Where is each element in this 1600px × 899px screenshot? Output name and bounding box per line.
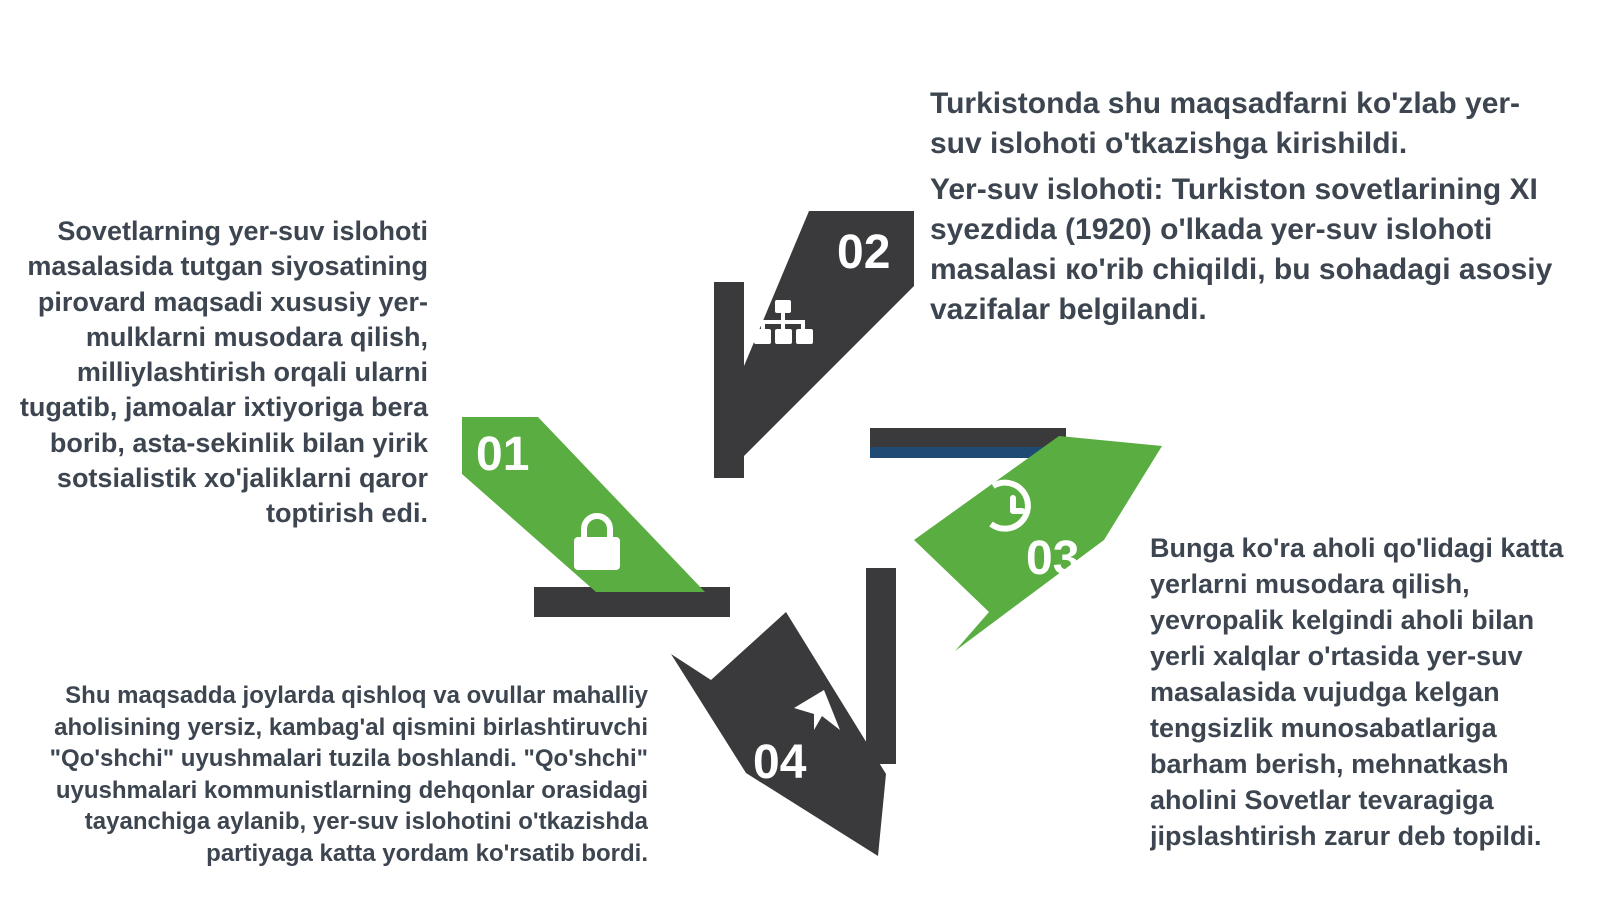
step-04-text: Shu maqsadda joylarda qishloq va ovullar mahalliy aholisining yersiz, kambag'al qismini birlashtiruvchi "Qo'shchi" uyushmalari tuzila boshlandi. "Qo'shchi" uyushmalari kommunistlarning dehqonlar orasidagi tayanchiga aylanib, yer-suv islohotini o'tkazishda partiyaga katta yordam ko'rsatib bordi.	[49, 682, 648, 867]
connector-bar-04	[866, 568, 896, 764]
step-02-intro-text: Turkistonda shu maqsadfarni ko'zlab yer-suv islohoti o'tkazishga kirishildi.	[930, 87, 1521, 160]
connector-bar-02	[714, 282, 744, 478]
step-number-02: 02	[837, 226, 891, 279]
step-01-text: Sovetlarning yer-suv islohoti masalasida tutgan siyosatining pirovard maqsadi xususiy yer-mulklarni musodara qilish, milliylashtirish orqali ularni tugatib, jamoalar ixtiyoriga bera borib, asta-sekinlik bilan yirik sotsialistik xo'jaliklarni qaror toptirish edi.	[19, 216, 428, 529]
step-03-text: Bunga ko'ra aholi qo'lidagi katta yerlarni musodara qilish, yevropalik kelgindi aholi bilan yerli xalqlar o'rtasida yer-suv masalasida vujudga kelgan tengsizlik munosabatlariga barham berish, mehnatkash aholini Sovetlar tevaragiga jipslashtirish zarur deb topildi.	[1150, 533, 1564, 851]
step-02-text: Yer-suv islohoti: Turkiston sovetlarining XI syezdida (1920) o'lkada yer-suv islohoti masalasi кo'rib chiqildi, bu sohadagi asosiy vazifalar belgilandi.	[930, 173, 1553, 326]
step-number-01: 01	[476, 428, 530, 481]
arrow-04	[671, 612, 886, 856]
step-number-04: 04	[753, 736, 807, 789]
step-number-03: 03	[1026, 532, 1080, 585]
